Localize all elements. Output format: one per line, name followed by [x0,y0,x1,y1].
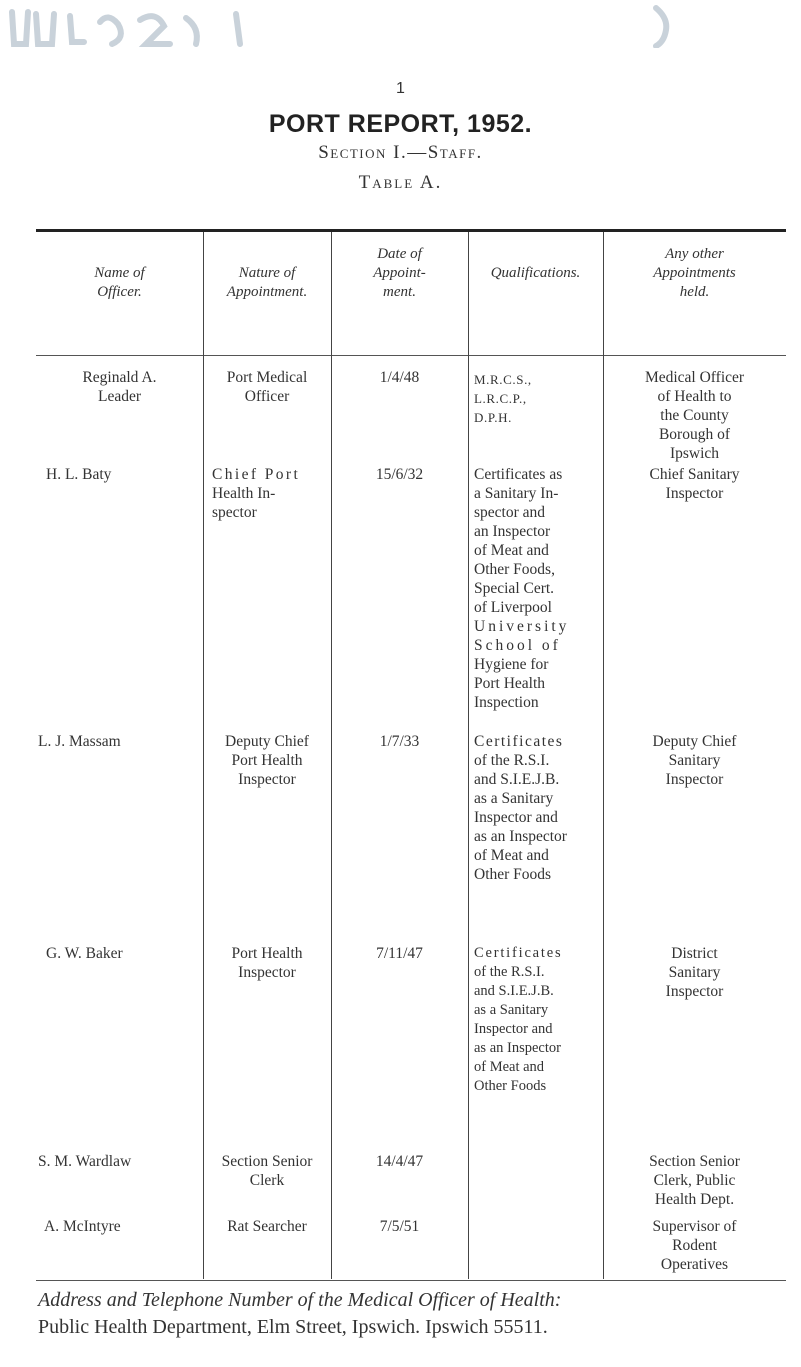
cell-date: 15/6/32 [375,466,424,483]
header-nature: Nature of Appointment. [226,265,308,300]
column-divider [331,232,332,1279]
cell-date: 14/4/47 [375,1153,424,1170]
table-bottom-rule [36,1280,786,1281]
cell-officer-name: A. McIntyre [44,1218,121,1235]
cell-other-appointments: Section Senior Clerk, Public Health Dept. [649,1153,740,1208]
cell-nature: Deputy Chief Port Health Inspector [225,733,309,788]
cell-other-appointments: Supervisor of Rodent Operatives [652,1218,737,1273]
cell-other-appointments: Chief Sanitary Inspector [649,466,740,502]
header-qualifications: Qualifications. [490,265,581,281]
cell-nature: Port Health Inspector [231,945,303,981]
cell-date: 1/4/48 [379,369,420,386]
cell-officer-name: S. M. Wardlaw [38,1153,132,1170]
header-other-appointments: Any other Appointments held. [653,246,736,300]
cell-other-appointments: Medical Officer of Health to the County Borough of Ipswich [644,369,745,462]
report-title: PORT REPORT, 1952. [268,110,533,138]
header-name: Name of Officer. [94,265,145,300]
cell-qualifications: Certificates of the R.S.I. and S.I.E.J.B. as a Sanitary Inspector and as an Inspector of Meat and Other Foods [474,945,563,1094]
cell-nature: Chief Port Health In- spector [212,466,301,521]
cell-qualifications: Certificates of the R.S.I. and S.I.E.J.B. as a Sanitary Inspector and as an Inspector of Meat and Other Foods [474,733,567,883]
table-top-rule [36,229,786,232]
header-date: Date of Appoint- ment. [373,246,426,300]
footer-address-heading: Address and Telephone Number of the Medical Officer of Health: [38,1289,562,1311]
header-bottom-rule [36,355,786,356]
cell-date: 1/7/33 [379,733,420,750]
cell-officer-name: H. L. Baty [46,466,112,483]
cell-qualifications: Certificates as a Sanitary In- spector and an Inspector of Meat and Other Foods, Special Cert. of Liverpool University School of Hygiene for Port Health Inspection [474,466,570,711]
cell-officer-name: G. W. Baker [46,945,123,962]
cell-other-appointments: District Sanitary Inspector [665,945,724,1000]
cell-officer-name: L. J. Massam [38,733,121,750]
cell-officer-name: Reginald A. Leader [82,369,157,405]
scan-smudge [0,4,801,48]
cell-qualifications: M.R.C.S., L.R.C.P., D.P.H. [474,372,532,425]
footer-address-line: Public Health Department, Elm Street, Ipswich. Ipswich 55511. [38,1316,548,1338]
cell-other-appointments: Deputy Chief Sanitary Inspector [652,733,737,788]
cell-date: 7/5/51 [379,1218,420,1235]
cell-nature: Section Senior Clerk [221,1153,313,1189]
cell-date: 7/11/47 [376,945,423,962]
cell-nature: Port Medical Officer [226,369,308,405]
section-title: Section I.—Staff. [318,142,483,163]
page-number: 1 [396,80,405,97]
column-divider [468,232,469,1279]
cell-nature: Rat Searcher [227,1218,307,1235]
table-title: Table A. [358,172,443,193]
